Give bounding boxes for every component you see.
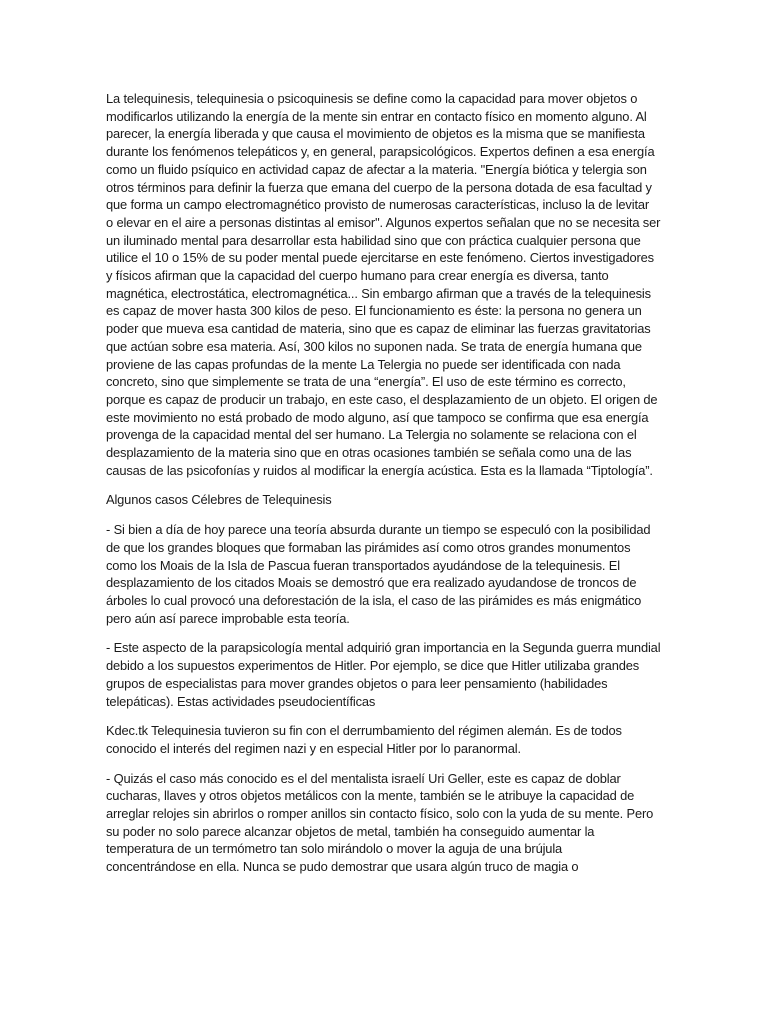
- section-heading: Algunos casos Célebres de Telequinesis: [106, 492, 332, 508]
- paragraph-case-geller: - Quizás el caso más conocido es el del mentalista israelí Uri Geller, este es capaz de doblar cucharas, llaves y otros objetos metálicos con la mente, también se le atribuye la capacidad de arreglar relojes sin abrirlos o romper anillos sin contacto físico, solo con la yuda de su mente. Pero su poder no solo parece alcanzar objetos de metal, también ha conseguido aumentar la temperatura de un termómetro tan solo mirándolo o mover la aguja de una brújula concentrándose en ella. Nunca se pudo demostrar que usara algún truco de magia o: [106, 770, 654, 875]
- paragraph-kdec: Kdec.tk Telequinesia tuvieron su fin con el derrumbamiento del régimen alemán. Es de todos conocido el interés del regimen nazi y en especial Hitler por lo paranormal.: [106, 723, 622, 756]
- paragraph-case-hitler: - Este aspecto de la parapsicología mental adquirió gran importancia en la Segunda guerra mundial debido a los supuestos experimentos de Hitler. Por ejemplo, se dice que Hitler utilizaba grandes grupos de especialistas para mover grandes objetos o para leer pensamiento (habilidades telepáticas). Estas actividades pseudocientíficas: [106, 640, 661, 709]
- paragraph-case-pyramids: - Si bien a día de hoy parece una teoría absurda durante un tiempo se especuló con la posibilidad de que los grandes bloques que formaban las pirámides así como otros grandes monumentos como los Moais de la Isla de Pascua fueran transportados ayudándose de la telequinesis. El desplazamiento de los citados Moais se demostró que era realizado ayudandose de troncos de árboles lo cual provocó una deforestación de la isla, el caso de las pirámides es más enigmático pero aún así parece improbable esta teoría.: [106, 522, 651, 626]
- paragraph-intro: La telequinesis, telequinesia o psicoquinesis se define como la capacidad para mover objetos o modificarlos utilizando la energía de la mente sin entrar en contacto físico en momento alguno. Al parecer, la energía liberada y que causa el movimiento de objetos es la misma que se manifiesta durante los fenómenos telepáticos y, en general, parapsicológicos. Expertos definen a esa energía como un fluido psíquico en actividad capaz de afectar a la materia. "Energía biótica y telergia son otros términos para definir la fuerza que emana del cuerpo de la persona dotada de esa facultad y que forma un campo electromagnético provisto de numerosas características, incluso la de levitar o elevar en el aire a personas distintas al emisor". Algunos expertos señalan que no se necesita ser un iluminado mental para desarrollar esta habilidad sino que con práctica cualquier persona que utilice el 10 o 15% de su poder mental puede ejercitarse en este fenómeno. Ciertos investigadores y físicos afirman que la capacidad del cuerpo humano para crear energía es diversa, tanto magnética, electrostática, electromagnética... Sin embargo afirman que a través de la telequinesis es capaz de mover hasta 300 kilos de peso. El funcionamiento es éste: la persona no genera un poder que mueva esa cantidad de materia, sino que es capaz de eliminar las fuerzas gravitatorias que actúan sobre esa materia. Así, 300 kilos no suponen nada. Se trata de energía humana que proviene de las capas profundas de la mente La Telergia no puede ser identificada con nada concreto, sino que simplemente se trata de una “energía”. El uso de este término es correcto, porque es capaz de producir un trabajo, en este caso, el desplazamiento de un objeto. El origen de este movimiento no está probado de modo alguno, así que tampoco se confirma que esa energía provenga de la capacidad mental del ser humano. La Telergia no solamente se relaciona con el desplazamiento de la materia sino que en otras ocasiones también se señala como una de las causas de las psicofonías y ruidos al modificar la energía acústica. Esta es la llamada “Tiptología”.: [106, 91, 661, 478]
- document-page: [106, 90, 666, 888]
